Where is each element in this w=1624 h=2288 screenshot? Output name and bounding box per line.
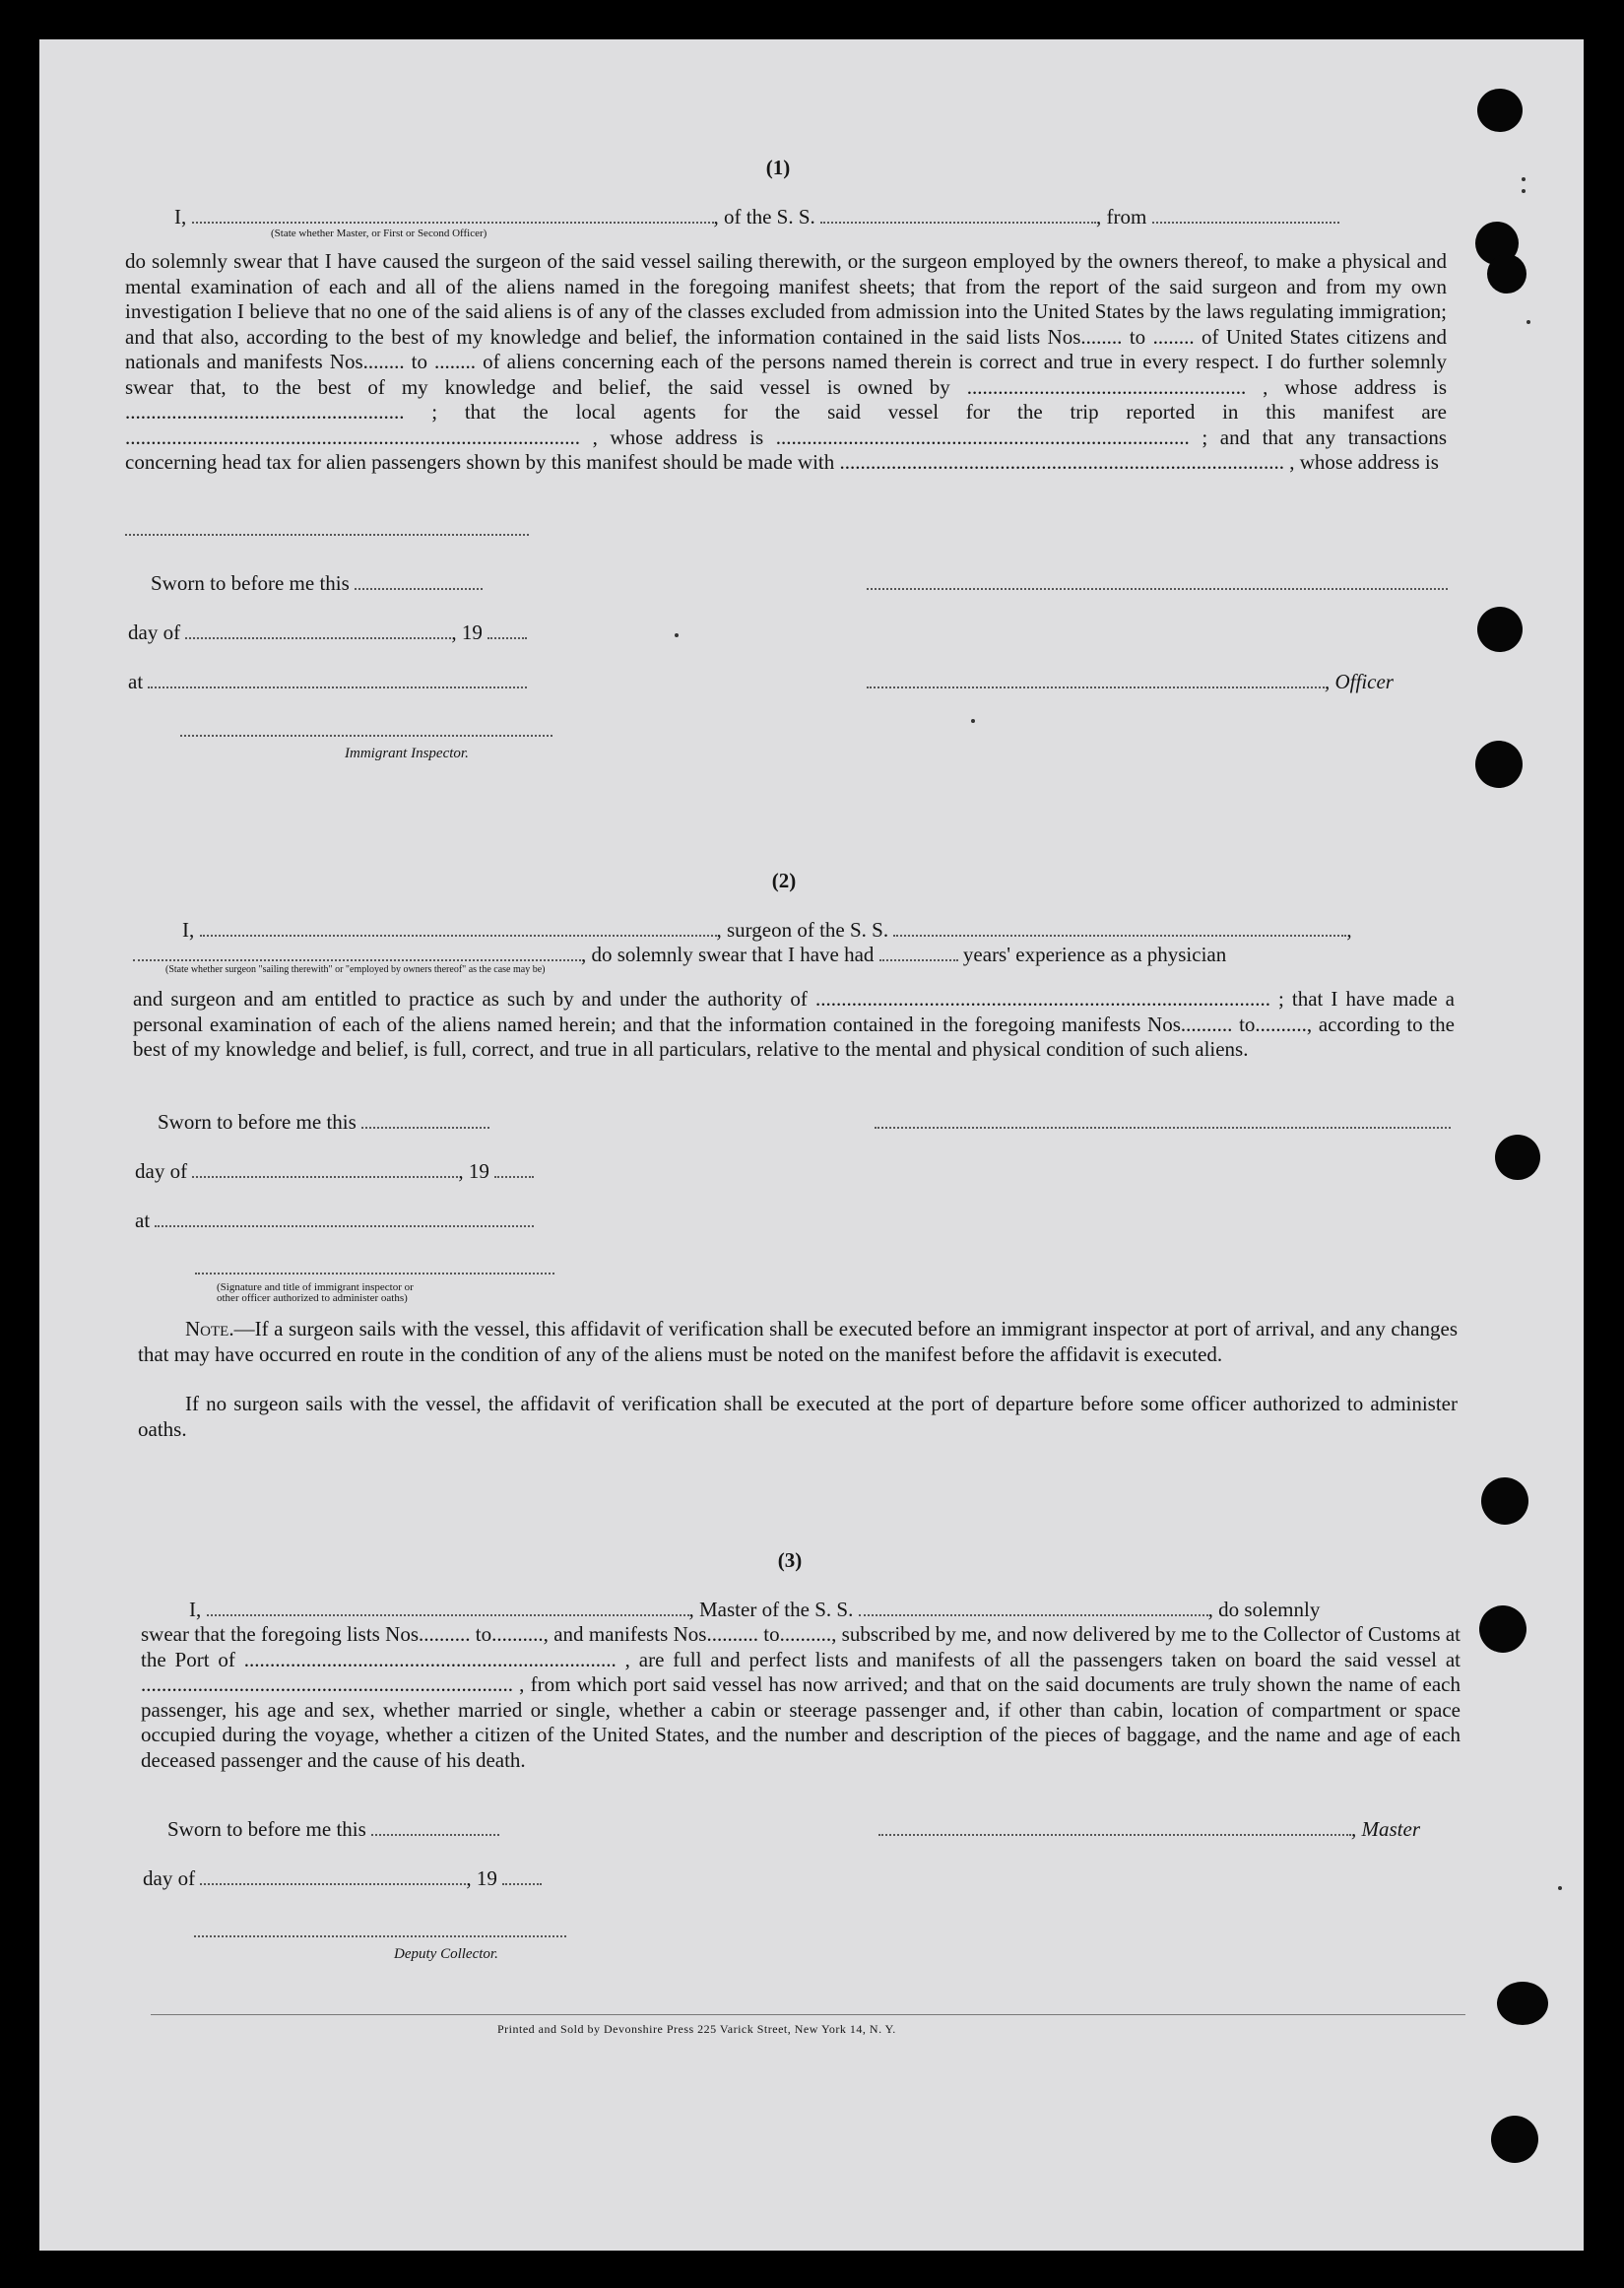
s2-note-2: If no surgeon sails with the vessel, the affidavit of verification shall be executed at the port of departure before some officer authorized to administer oaths.: [138, 1392, 1458, 1441]
s3-master-line: [878, 1817, 1420, 1842]
s1-at-field[interactable]: [148, 671, 527, 688]
speck: [1522, 189, 1526, 193]
s2-caption: (State whether surgeon "sailing therewith" or "employed by owners thereof" as the case may be): [165, 964, 546, 975]
s2-note-1: [138, 1317, 1458, 1367]
s2-surgeon-signature-field[interactable]: [875, 1125, 1451, 1129]
footer-rule: [151, 2014, 1465, 2015]
s3-master-signature-field[interactable]: [878, 1818, 1351, 1836]
s1-inspector-signature-field[interactable]: [180, 733, 552, 737]
punch-hole: [1477, 607, 1523, 652]
s2-day-line: [135, 1159, 534, 1184]
speck: [1522, 177, 1526, 181]
s2-year-label: , 19: [458, 1159, 489, 1183]
printer-imprint: Printed and Sold by Devonshire Press 225 Varick Street, New York 14, N. Y.: [497, 2022, 896, 2036]
s1-officer-signature-field[interactable]: [867, 586, 1448, 590]
s1-caption: (State whether Master, or First or Second Officer): [271, 228, 487, 239]
form-page: [39, 39, 1584, 2251]
s2-note-1-text: —If a surgeon sails with the vessel, this affidavit of verification shall be executed before an immigrant inspector at port of arrival, and any changes that may have occurred en route in the condition of any of the aliens must be noted on the manifest before the affidavit is executed.: [138, 1317, 1458, 1366]
punch-hole: [1491, 2116, 1538, 2163]
s2-surgeon-field[interactable]: [200, 919, 717, 937]
s1-day-label: day of: [128, 621, 181, 644]
s2-sworn-line: [158, 1110, 489, 1135]
s1-body: do solemnly swear that I have caused the surgeon of the said vessel sailing therewith, or the surgeon employed by the owners thereof, to make a physical and mental examination of each and all of the aliens named in the foregoing manifest sheets; that from the report of the said surgeon and from my own investigation I believe that no one of the said aliens is of any of the classes excluded from admission into the United States by the laws regulating immigration; and that also, according to the best of my knowledge and belief, the information contained in the said lists Nos........ to ........ of United States citizens and nationals and manifests Nos........ to ........ of aliens concerning each of the persons named therein is correct and true in every respect. I do further solemnly swear that, to the best of my knowledge and belief, the said vessel is owned by ...................................................... , whose address is ...................................................... ; that the local agents for the said vessel for the trip reported in this manifest are ........................................................................................ , whose address is ................................................................................ ; and that any transactions concerning head tax for alien passengers shown by this manifest should be made with ...................................................................................... , whose address is: [125, 249, 1447, 474]
s1-sworn-label: Sworn to before me this: [151, 571, 350, 595]
speck: [1527, 320, 1530, 324]
s1-inspector-label: Immigrant Inspector.: [345, 746, 469, 761]
s3-sworn-label: Sworn to before me this: [167, 1817, 366, 1841]
s3-day-label: day of: [143, 1866, 196, 1890]
s1-sworn-line: [151, 571, 483, 596]
s1-officer-name-field[interactable]: [867, 671, 1325, 688]
s2-sworn-field[interactable]: [361, 1111, 489, 1129]
s2-day-field[interactable]: [192, 1160, 458, 1178]
punch-hole: [1479, 1605, 1527, 1653]
punch-hole: [1495, 1135, 1540, 1180]
s2-inspector-signature-field[interactable]: [195, 1271, 554, 1275]
section-2-heading: (2): [771, 869, 797, 892]
punch-hole: [1475, 741, 1523, 788]
s3-line1: [189, 1598, 1320, 1622]
s1-vessel-field[interactable]: [820, 206, 1096, 224]
s2-line1-end: , surgeon of the S. S.: [716, 918, 889, 942]
s1-line1: [174, 205, 1339, 229]
s1-officer-line: [867, 670, 1394, 694]
punch-hole: [1477, 89, 1523, 132]
s3-line1-mid: , Master of the S. S.: [688, 1598, 854, 1621]
s2-vessel-field[interactable]: [893, 919, 1346, 937]
s3-sworn-line: [167, 1817, 499, 1842]
s2-at-label: at: [135, 1209, 151, 1232]
s3-day-line: [143, 1866, 542, 1891]
s2-sig-caption-1: (Signature and title of immigrant inspector or: [217, 1281, 414, 1293]
s3-year-field[interactable]: [502, 1867, 542, 1885]
section-3-heading: (3): [777, 1548, 803, 1572]
s3-line1-end: , do solemnly: [1207, 1598, 1321, 1621]
s2-at-line: [135, 1209, 534, 1233]
s1-year-label: , 19: [451, 621, 483, 644]
s1-line1-mid: , of the S. S.: [713, 205, 815, 229]
s2-line2-mid: , do solemnly swear that I have had: [581, 943, 875, 966]
s3-vessel-field[interactable]: [859, 1599, 1208, 1616]
speck: [971, 719, 975, 723]
s1-from-field[interactable]: [1152, 206, 1339, 224]
s3-master-field[interactable]: [207, 1599, 689, 1616]
s2-at-field[interactable]: [155, 1209, 534, 1227]
s3-line1-start: I,: [189, 1598, 202, 1621]
s2-day-label: day of: [135, 1159, 188, 1183]
s2-status-field[interactable]: [133, 944, 581, 961]
s1-address-field[interactable]: [125, 532, 529, 536]
s3-day-field[interactable]: [200, 1867, 466, 1885]
s2-note-label: Note.: [185, 1317, 234, 1340]
s3-year-label: , 19: [466, 1866, 497, 1890]
s3-body: swear that the foregoing lists Nos.......... to.........., and manifests Nos.......... to.........., subscribed by me, and now delivered by me to the Collector of Customs at the Port of ........................................................................ , are full and perfect lists and manifests of all the passengers taken on board the said vessel at ........................................................................ , from which port said vessel has now arrived; and that on the said documents are truly shown the name of each passenger, his age and sex, whether married or single, whether a cabin or steerage passenger and, if other than cabin, location of compartment or space occupied during the voyage, whether a citizen of the United States, and the number and description of the pieces of baggage, and the name and age of each deceased passenger and the cause of his death.: [141, 1622, 1461, 1772]
s3-collector-label: Deputy Collector.: [394, 1946, 498, 1962]
s2-line1-start: I,: [182, 918, 195, 942]
s1-year-field[interactable]: [487, 621, 527, 639]
punch-hole: [1481, 1477, 1528, 1525]
s1-officer-field[interactable]: [192, 206, 714, 224]
s2-sworn-label: Sworn to before me this: [158, 1110, 357, 1134]
s3-master-label: , Master: [1351, 1817, 1420, 1841]
s3-sworn-field[interactable]: [371, 1818, 499, 1836]
s1-at-line: [128, 670, 527, 694]
s1-at-label: at: [128, 670, 144, 693]
s1-officer-label: , Officer: [1325, 670, 1394, 693]
s1-sworn-field[interactable]: [355, 572, 483, 590]
s2-body: and surgeon and am entitled to practice as such by and under the authority of ........................................................................................ ; that I have made a personal examination of each of the aliens named herein; and that the information contained in the foregoing manifests Nos.......... to.........., according to the best of my knowledge and belief, is full, correct, and true in all particulars, relative to the mental and physical condition of such aliens.: [133, 987, 1455, 1061]
s1-line1-start: I,: [174, 205, 187, 229]
s2-line1: I, , surgeon of the S. S. ,: [182, 918, 1352, 942]
s3-collector-signature-field[interactable]: [194, 1933, 566, 1937]
s1-day-line: [128, 621, 527, 645]
s1-line1-end: , from: [1096, 205, 1147, 229]
speck: [1558, 1886, 1562, 1890]
speck: [675, 633, 679, 637]
section-1-heading: (1): [765, 156, 791, 179]
s1-day-field[interactable]: [185, 621, 451, 639]
s2-sig-caption-2: other officer authorized to administer oaths): [217, 1292, 408, 1304]
punch-hole: [1487, 254, 1527, 294]
punch-hole: [1497, 1982, 1548, 2025]
s2-line2-end: years' experience as a physician: [962, 943, 1227, 966]
s2-years-field[interactable]: [879, 944, 958, 961]
s2-year-field[interactable]: [494, 1160, 534, 1178]
